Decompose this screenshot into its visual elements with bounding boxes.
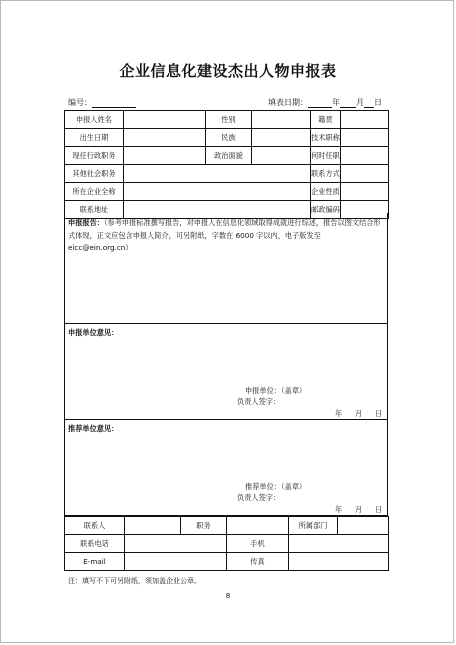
recommend-opinion-label: 推荐单位意见： xyxy=(68,424,119,433)
page-number: 8 xyxy=(225,592,231,600)
year-label: 年 xyxy=(332,98,340,107)
table-row xyxy=(65,111,389,129)
company-name-input[interactable] xyxy=(124,183,311,201)
birth-date-label: 出生日期 xyxy=(65,129,124,147)
recommend-seal-label: 推荐单位：（盖章） xyxy=(245,482,307,491)
recommend-signature-label: 负责人签字： xyxy=(237,493,281,502)
report-section[interactable] xyxy=(64,213,388,324)
form-title: 企业信息化建设杰出人物申报表 xyxy=(119,62,337,80)
applicant-info-table xyxy=(64,110,389,219)
address-label: 联系地址 xyxy=(65,201,124,219)
ethnicity-label: 民族 xyxy=(206,129,252,147)
admin-position-input[interactable] xyxy=(124,147,206,165)
contact-person-input[interactable] xyxy=(125,517,181,535)
department-input[interactable] xyxy=(338,517,389,535)
tech-title-input[interactable] xyxy=(341,129,389,147)
month-label: 月 xyxy=(356,98,364,107)
table-row xyxy=(65,553,389,571)
recommend-month-label: 月 xyxy=(355,505,363,514)
gender-label: 性别 xyxy=(206,111,252,129)
email-label: E-mail xyxy=(65,553,125,571)
applicant-name-input[interactable] xyxy=(124,111,206,129)
contact-input[interactable] xyxy=(341,165,389,183)
fax-label: 传真 xyxy=(227,553,289,571)
unit-year-label: 年 xyxy=(335,409,343,418)
unit-month-label: 月 xyxy=(355,409,363,418)
birth-date-input[interactable] xyxy=(124,129,206,147)
unit-seal-label: 申报单位：（盖章） xyxy=(245,386,307,395)
mobile-input[interactable] xyxy=(289,535,389,553)
number-blank[interactable] xyxy=(92,98,136,108)
other-social-roles-input[interactable] xyxy=(124,165,311,183)
political-status-label: 政治面貌 xyxy=(206,147,252,165)
company-type-label: 企业性质 xyxy=(311,183,341,201)
mobile-label: 手机 xyxy=(227,535,289,553)
postcode-label: 邮政编码 xyxy=(311,201,341,219)
table-row xyxy=(65,129,389,147)
year-blank[interactable] xyxy=(308,98,332,108)
company-type-input[interactable] xyxy=(341,183,389,201)
contact-table xyxy=(64,516,389,571)
unit-day-label: 日 xyxy=(375,409,383,418)
day-label: 日 xyxy=(374,98,382,107)
admin-position-label: 现任行政职务 xyxy=(65,147,124,165)
company-name-label: 所在企业全称 xyxy=(65,183,124,201)
month-blank[interactable] xyxy=(340,98,356,108)
since-when-input[interactable] xyxy=(341,147,389,165)
day-blank[interactable] xyxy=(364,98,374,108)
report-instructions: （参考申报标准撰写报告，对申报人在信息化领域取得成就进行综述，报告以图文结合形式体现，正文应包含申报人简介，可另附纸，字数在 6000 字以内，电子版发至 eicc@ein.org.cn） xyxy=(68,218,381,252)
report-label: 申报报告： xyxy=(68,218,104,227)
native-place-label: 籍贯 xyxy=(311,111,341,129)
footnote: 注：填写不下可另附纸，须加盖企业公章。 xyxy=(68,577,201,585)
number-field xyxy=(68,97,136,108)
recommend-day-label: 日 xyxy=(375,505,383,514)
report-text xyxy=(68,217,384,255)
phone-label: 联系电话 xyxy=(65,535,125,553)
recommend-opinion-section[interactable] xyxy=(64,420,388,516)
since-when-label: 何时任职 xyxy=(311,147,341,165)
table-row xyxy=(65,165,389,183)
unit-opinion-label: 申报单位意见： xyxy=(68,328,119,337)
position-input[interactable] xyxy=(227,517,289,535)
contact-label: 联系方式 xyxy=(311,165,341,183)
fax-input[interactable] xyxy=(289,553,389,571)
gender-input[interactable] xyxy=(252,111,311,129)
date-field xyxy=(268,97,382,108)
position-label: 职务 xyxy=(181,517,227,535)
other-social-roles-label: 其他社会职务 xyxy=(65,165,124,183)
table-row xyxy=(65,147,389,165)
unit-opinion-section[interactable] xyxy=(64,324,388,420)
applicant-name-label: 申报人姓名 xyxy=(65,111,124,129)
tech-title-label: 技术职称 xyxy=(311,129,341,147)
department-label: 所属部门 xyxy=(289,517,338,535)
unit-signature-label: 负责人签字： xyxy=(237,397,281,406)
political-status-input[interactable] xyxy=(252,147,311,165)
ethnicity-input[interactable] xyxy=(252,129,311,147)
email-input[interactable] xyxy=(125,553,227,571)
table-row xyxy=(65,535,389,553)
table-row xyxy=(65,183,389,201)
contact-person-label: 联系人 xyxy=(65,517,125,535)
native-place-input[interactable] xyxy=(341,111,389,129)
date-label: 填表日期： xyxy=(268,98,308,107)
recommend-year-label: 年 xyxy=(335,505,343,514)
table-row xyxy=(65,517,389,535)
number-label: 编号： xyxy=(68,98,92,107)
phone-input[interactable] xyxy=(125,535,227,553)
